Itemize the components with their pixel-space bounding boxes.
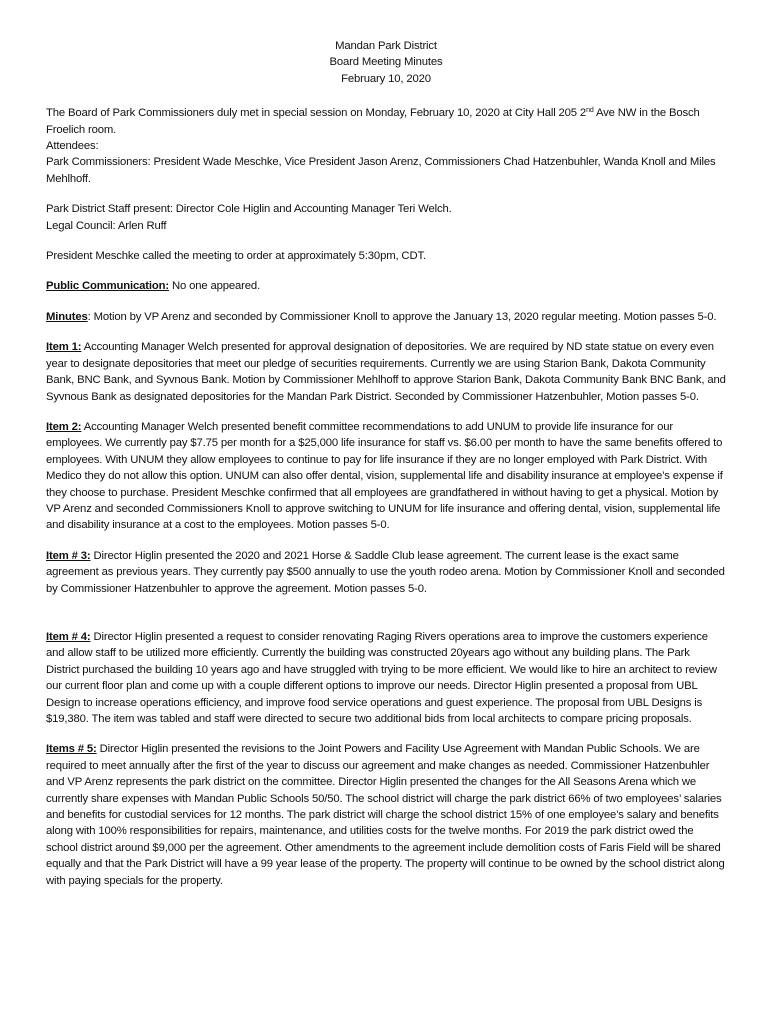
minutes-paragraph — [46, 309, 726, 325]
item-4-text: Director Higlin presented a request to consider renovating Raging Rivers operations area to improve the customers experience and allow staff to be utilized more efficiently. Currently the building was constructed 20years ago without any building plans. The Park District purchased the building 10 years ago and have struggled with trying to be more efficient. We would like to hire an architect to review our current floor plan and come up with a couple different options to improve our needs. Director Higlin presented a proposal from UBL Design to increase operations efficiency, and improve food service operations and guest experience. The proposal from UBL Designs is $19,380. The item was tabled and staff were directed to secure two additional bids from local architects to compare pricing proposals. — [46, 630, 717, 725]
call-to-order: President Meschke called the meeting to order at approximately 5:30pm, CDT. — [46, 250, 426, 263]
item-2-text: Accounting Manager Welch presented benefit committee recommendations to add UNUM to provide life insurance for our employees. We currently pay $7.75 per month for a $25,000 life insurance for staff vs. $6.00 per month to have the same benefits offered to employees. With UNUM they allow employees to continue to pay for life insurance if they are no longer employed with Park District. With Medico they do not allow this option. UNUM can also offer dental, vision, supplemental life and disability insurance at employee’s expense if they choose to purchase. President Meschke confirmed that all employees are grandfathered in without having to get a physical. Motion by VP Arenz and seconded Commissioners Knoll to approve switching to UNUM for life insurance and offering dental, vision, supplemental life and disability insurance at a cost to the employees. Motion passes 5-0. — [46, 420, 723, 532]
intro-text-a: The Board of Park Commissioners duly met in special session on Monday, February 10, 2020 at City Hall 205 2 — [46, 107, 587, 120]
item-4-heading: Item # 4: — [46, 630, 91, 643]
attendees-staff: Park District Staff present: Director Cole Higlin and Accounting Manager Teri Welch. — [46, 203, 452, 216]
item-1-text: Accounting Manager Welch presented for approval designation of depositories. We are required by ND state statue on every even year to designate depositories that meet our pledge of securities requirements. Currently we are using Starion Bank, Dakota Community Bank, BNC Bank, and Syvnous Bank. Motion by Commissioner Mehlhoff to approve Starion Bank, Dakota Community Bank BNC Bank, and Syvnous Bank as designated depositories for the Mandan Park District. Seconded by Commissioner Hatzenbuhler, Motion passes 5-0. — [46, 341, 726, 403]
intro-superscript: nd — [586, 107, 594, 115]
document-header — [46, 38, 726, 87]
item-3-heading: Item # 3: — [46, 549, 91, 562]
intro-text-b: Ave NW in the Bosch Froelich room. — [46, 107, 700, 136]
item-5 — [46, 741, 726, 889]
item-2-heading: Item 2: — [46, 420, 82, 433]
meeting-date: February 10, 2020 — [341, 72, 431, 85]
attendees-label: Attendees: — [46, 140, 99, 153]
public-communication — [46, 278, 726, 294]
item-1 — [46, 339, 726, 405]
attendees-commissioners: Park Commissioners: President Wade Meschke, Vice President Jason Arenz, Commissioners Chad Hatzenbuhler, Wanda Knoll and Miles Mehlhoff. — [46, 156, 716, 185]
minutes-heading: Minutes — [46, 310, 88, 323]
item-5-text: Director Higlin presented the revisions to the Joint Powers and Facility Use Agreement with Mandan Public Schools. We are required to meet annually after the first of the year to discuss our agreement and make changes as needed. Commissioner Hatzenbuhler and VP Arenz represents the park district on the committee. Director Higlin presented the changes for the All Seasons Arena which we currently share expenses with Mandan Public Schools 50/50. The school district will charge the park district 66% of two employees’ salaries and benefits for custodial services for 12 months. The park district will charge the school district 15% of one employee’s salary and benefits along with 100% responsibilities for repairs, maintenance, and utilities costs for the twelve months. For 2019 the park district owed the school district around $9,000 per the agreement. Other amendments to the agreement include demolition costs of Faris Field will be shared equally and that the Park District will have a 99 year lease of the property. The property will continue to be owned by the school district along with paying specials for the property. — [46, 743, 725, 887]
intro-paragraph — [46, 105, 726, 138]
minutes-text: : Motion by VP Arenz and seconded by Commissioner Knoll to approve the January 13, 2020 regular meeting. Motion passes 5-0. — [87, 310, 717, 323]
item-4 — [46, 629, 726, 727]
item-2 — [46, 419, 726, 534]
item-1-heading: Item 1: — [46, 341, 82, 354]
public-communication-text: No one appeared. — [169, 280, 261, 293]
attendees-legal: Legal Council: Arlen Ruff — [46, 219, 167, 232]
organization-name: Mandan Park District — [335, 40, 437, 52]
document-title: Board Meeting Minutes — [329, 56, 443, 69]
item-3 — [46, 548, 726, 597]
public-communication-heading: Public Communication: — [46, 280, 170, 293]
item-3-text: Director Higlin presented the 2020 and 2021 Horse & Saddle Club lease agreement. The current lease is the exact same agreement as previous years. They currently pay $500 annually to use the youth rodeo arena. Motion by Commissioner Knoll and seconded by Commissioner Hatzenbuhler to approve the agreement. Motion passes 5-0. — [46, 549, 725, 595]
item-5-heading: Items # 5: — [46, 743, 97, 756]
